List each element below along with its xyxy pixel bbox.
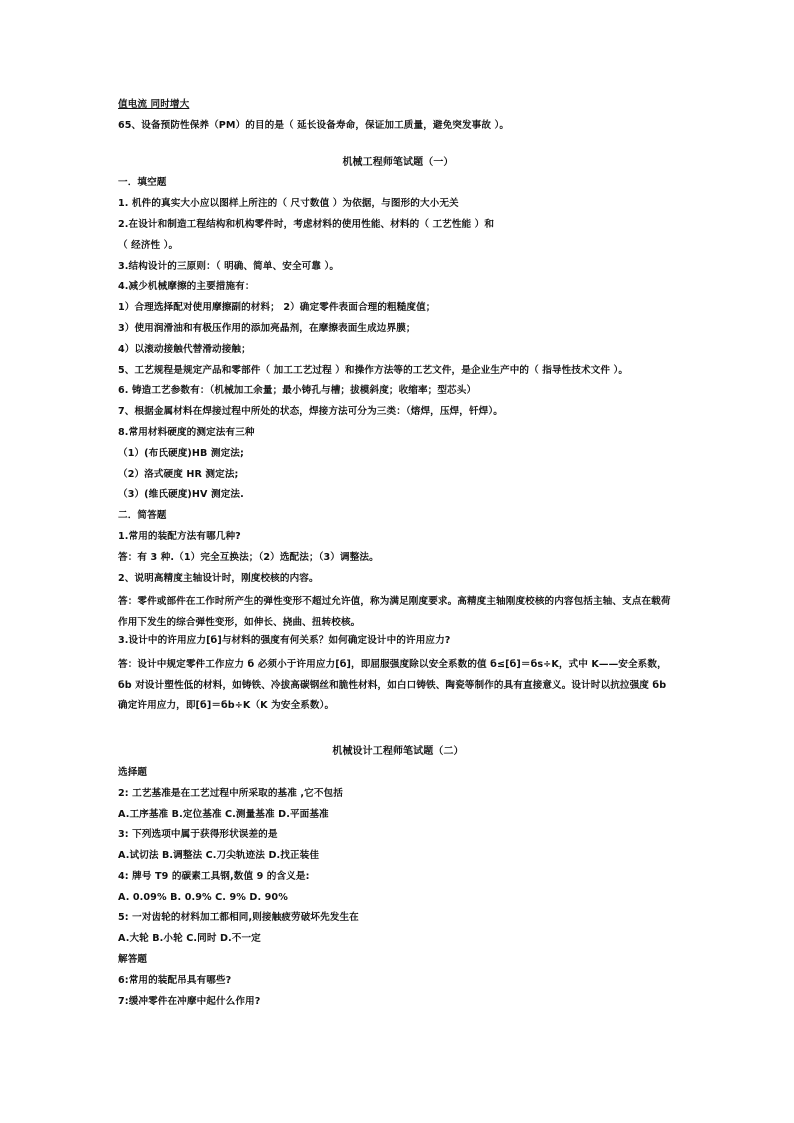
fill-line: 4）以滚动接触代替滑动接触；	[118, 343, 251, 355]
answer-2-paragraph: 答：零件或部件在工作时所产生的弹性变形不超过允许值，称为满足刚度要求。高精度主轴刚度校核的内容包括主轴、支点在载荷作用下发生的综合弹性变形，如伸长、挠曲、扭转校核。	[118, 596, 671, 629]
fill-line: （2）洛式硬度 HR 测定法;	[118, 468, 239, 480]
short-line: 1.常用的装配方法有哪几种?	[118, 530, 241, 542]
question-65: 65、设备预防性保养（PM）的目的是（ 延长设备寿命，保证加工质量，避免突发事故 ）。	[118, 119, 510, 131]
fill-line: （1）(布氏硬度)HB 测定法;	[118, 447, 244, 459]
part2-line: A.工序基准 B.定位基准 C.测量基准 D.平面基准	[118, 808, 329, 820]
part2-line: 7:缓冲零件在冲摩中起什么作用?	[118, 995, 261, 1007]
section-title-2: 机械设计工程师笔试题（二）	[332, 746, 464, 758]
continued-answer-line: 值电流 同时增大	[118, 99, 190, 110]
question-3: 3.设计中的许用应力[б]与材料的强度有何关系？如何确定设计中的许用应力?	[118, 634, 451, 646]
fill-line: 7、根据金属材料在焊接过程中所处的状态，焊接方法可分为三类：（熔焊，压焊，钎焊）。	[118, 406, 503, 418]
short-heading: 二．简答题	[118, 510, 167, 522]
fill-line: 8.常用材料硬度的测定法有三种	[118, 426, 255, 438]
fill-line: 3.结构设计的三原则：（ 明确、简单、安全可靠 ）。	[118, 260, 340, 272]
short-line: 答：有 3 种.（1）完全互换法；（2）选配法；（3）调整法。	[118, 551, 379, 563]
fill-line: 3）使用润滑油和有极压作用的添加亮晶剂，在摩擦表面生成边界膜；	[118, 322, 416, 334]
part2-line: A. 0.09% B. 0.9% C. 9% D. 90%	[118, 891, 288, 903]
fill-line: 1. 机件的真实大小应以图样上所注的（ 尺寸数值 ）为依据，与图形的大小无关	[118, 198, 459, 210]
part2-line: 5: 一对齿轮的材料加工都相同,则接触疲劳破坏先发生在	[118, 912, 359, 924]
document-page	[118, 98, 678, 1015]
fill-line: 5、工艺规程是规定产品和零部件（ 加工工艺过程 ）和操作方法等的工艺文件，是企业生产中的（ 指导性技术文件 ）。	[118, 364, 629, 376]
part2-line: A.大轮 B.小轮 C.同时 D.不一定	[118, 933, 261, 945]
fill-line: （3）(维氏硬度)HV 测定法.	[118, 489, 244, 501]
part2-line: 2: 工艺基准是在工艺过程中所采取的基准 ,它不包括	[118, 787, 343, 799]
fill-line: 6. 铸造工艺参数有：（机械加工余量；最小铸孔与槽；拔模斜度；收缩率；型芯头）	[118, 385, 477, 397]
fill-line: 1）合理选择配对使用摩擦副的材料； 2）确定零件表面合理的粗糙度值；	[118, 302, 436, 314]
part2-line: 选择题	[118, 766, 148, 778]
section-title-1: 机械工程师笔试题（一）	[342, 156, 454, 168]
fill-line: 4.减少机械摩擦的主要措施有：	[118, 281, 255, 293]
part2-line: 6:常用的装配吊具有哪些?	[118, 974, 232, 986]
answer-3-paragraph: 答：设计中规定零件工作应力 б 必须小于许用应力[б]，即屈服强度除以安全系数的值 б≤[б]＝бs÷K，式中 K——安全系数， бb 对设计塑性低的材料，如铸铁、冷拔高碳钢丝和脆性材料，如白口铸铁、陶瓷等制作的具有直接意义。设计时以抗拉强度 бb 确定许用应力，即[б]＝бb÷K（K 为安全系数）。	[118, 658, 667, 712]
part2-line: 3: 下列选项中属于获得形状误差的是	[118, 829, 278, 841]
fill-line: （ 经济性 ）。	[118, 239, 179, 251]
part2-line: 4: 牌号 T9 的碳素工具钢,数值 9 的含义是:	[118, 870, 310, 882]
fill-line: 2.在设计和制造工程结构和机构零件时，考虑材料的使用性能、材料的（ 工艺性能 ）和	[118, 218, 495, 230]
part2-line: 解答题	[118, 954, 148, 966]
fill-heading: 一．填空题	[118, 177, 167, 189]
short-line: 2、说明高精度主轴设计时，刚度校核的内容。	[118, 572, 319, 584]
part2-line: A.试切法 B.调整法 C.刀尖轨迹法 D.找正装佳	[118, 850, 320, 862]
